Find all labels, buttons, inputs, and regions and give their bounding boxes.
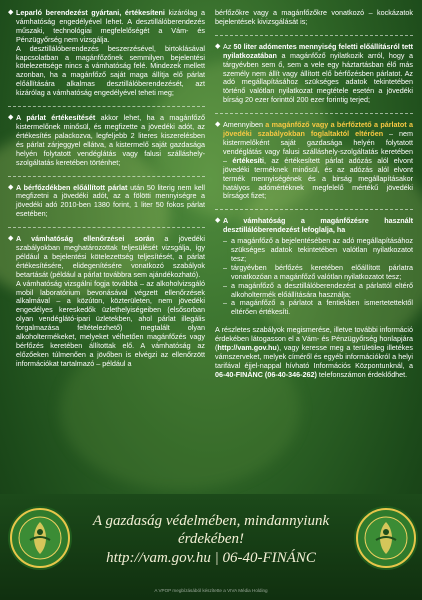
section-heading: A párlat értékesítését [16, 113, 96, 123]
diamond-bullet-icon: ◆ [215, 42, 221, 50]
separator [215, 209, 413, 210]
section-text: után 50 literig nem kell megfizetni a jövedéki adót, az a fölötti mennyiségre a jövedéki adó 2010-ben 1380 forint, 1 liter 50 fokos párlat esetében; [16, 182, 206, 219]
section-highlight: a magánfőző vagy a bérfőztető a párlatot a jövedéki szabályokban foglaltaktól eltérően [223, 120, 413, 139]
separator [215, 35, 413, 36]
section-text: A desztillálóberendezés beszerzésével, birtoklásával kapcsolatban a magánfőzőnek semmilyen bejelentési kötelezettsége nincs a vámhatóság felé. Mindezek mellett azonban, ha a magánfőző saját maga állítja elő párlat előállítására alkalmas desztillálóberendezését, azt kizárólag a vámhatóság engedélyével teheti meg; [16, 43, 205, 98]
section-illegal-sales [215, 121, 413, 201]
list-item: – a magánfőző a bejelentésében az adó megállapításához szükséges adatok tekintetében valótlan nyilatkozatot tesz; [223, 236, 413, 263]
section-text: , az értékesített párlat adózás alól elvont jövedéki terméknek minősül, és az adózás alól elvont termék mennyiségének és a birság megállapításakor hatályos adómértéknek megfelelő mértékű jövedéki bírságot fizet; [223, 155, 413, 201]
section-heading: 50 liter adómentes mennyiség feletti előállításról tett nyilatkozatában [223, 41, 413, 60]
separator [8, 176, 205, 177]
diamond-bullet-icon: ◆ [215, 121, 221, 129]
diamond-bullet-icon: ◆ [8, 114, 14, 122]
section-text: a jövedéki szabályokban meghatározottak teljesülését vizsgálja, így például a bejelentési kötelezettség teljesítését, a párlat értékesítésére, elidegenítésére vonatkozó szabályok betartását (például a párlat továbbra sem ajándékozható). [16, 234, 205, 279]
seizure-conditions-list [223, 237, 413, 317]
customs-emblem-icon [10, 508, 70, 568]
diamond-bullet-icon: ◆ [215, 217, 221, 225]
phone-number[interactable]: 06-40-FINÁNC (06-40-346-262) [215, 369, 317, 379]
section-tax-exempt-declaration [215, 43, 413, 105]
diamond-bullet-icon: ◆ [8, 235, 14, 243]
section-heading: Leparló berendezést gyártani, értékesíteni [16, 8, 165, 17]
section-text: Amennyiben [223, 120, 266, 130]
section-distiller-sales [8, 9, 205, 98]
list-item: – a magánfőző a desztillálóberendezést a párlattól eltérő alkoholtermék előállítására használja; [223, 280, 413, 299]
section-seizure [215, 217, 413, 317]
slogan-contact[interactable]: http://vam.gov.hu | 06-40-FINÁNC [106, 550, 316, 566]
section-heading: A vámhatóság a magánfőzésre használt desztillálóberendezést lefoglalja, ha [223, 216, 413, 235]
separator [8, 106, 205, 107]
website-link[interactable]: http://vam.gov.hu [217, 343, 277, 353]
diamond-bullet-icon: ◆ [8, 183, 14, 191]
contact-info: A részletes szabályok megismerése, illetve további információ érdekében látogasson el a Vám- és Pénzügyőrség honlapjára (http://vam.gov.hu), vagy keresse meg a területileg illetékes vámszerveket, melyek címéről és egyéb információkról a helyi tarifával éjjel-nappal hívható Információs Központunknál, a 06-40-FINÁNC (06-40-346-262) telefonszámon érdeklődhet. [215, 325, 413, 379]
section-heading: A vámhatóság ellenőrzései során [16, 234, 155, 244]
left-column [8, 9, 205, 377]
diamond-bullet-icon: ◆ [8, 9, 14, 16]
customs-emblem-icon [356, 508, 416, 568]
section-spirit-sales [8, 114, 205, 167]
section-text: akkor lehet, ha a magánfőző kistermelőnek minősül, és megfizette a jövedéki adót, az értékesítés palackozva, legfeljebb 2 literes kiszerelésben és párlat zárjeggyel ellátva, a kistermelő saját gazdasága helyén folytatott vendéglátás vagy falusi szálláshely-szolgáltatás keretében történhet; [16, 113, 205, 167]
separator [215, 113, 413, 114]
section-text: a magánfőző nyilatkozik arról, hogy a tárgyévben sem ő, sem a vele egy háztartásban élő más személy nem állít vagy állított elő bérfőzésben párlatot. Az adó megállapításához szükséges adatok tekintetében történő valótlan nyilatkozat megtétele esetén a jövedéki bírság 20 ezer forinttól 200 ezer forintig terjed; [223, 50, 413, 105]
slogan [70, 512, 352, 568]
section-text: Az [223, 41, 234, 51]
continued-text: bérfőzőkre vagy a magánfőzőkre vonatkozó – kockázatok bejelentések kivizsgálását is; [215, 8, 413, 26]
separator [8, 227, 205, 228]
section-customs-checks [8, 235, 205, 369]
section-text: kizárólag a vámhatóság engedélyével lehet. A desztillálóberendezés műszaki, technológiai megfelelőségét a Vám- és Pénzügyőrség nem vizsgálja. [16, 8, 205, 44]
list-item: – a magánfőző a párlatot a fentiekben ismertetettektől eltérően értékesíti. [223, 298, 413, 317]
section-text: A vámhatóság vizsgálni fogja továbbá – az alkoholvizsgáló mobil laboratórium bevonásával végzett ellenőrzések alkalmával – a közúton, közterületen, nem jövedéki engedélyes kereskedők üzlethelyiségeiben (elsősorban olyan vendéglátó-ipari üzletekben, ahol párlat illegális forgalmazása feltételezhető) megtalált olyan alkoholtermékeket, melyeket vélhetően magánfőzés vagy bérfőzés keretében állítottak elő. A vámhatóság az előzőeken túlmenően a jövőben is elvégzi az ellenőrzött információkat tartalmazó – például a [16, 278, 205, 368]
section-contract-distillery [8, 184, 205, 220]
list-item: – tárgyévben bérfőzés keretében előállított párlatra vonatkozóan a magánfőző valótlan nyilatkozatot tesz; [223, 262, 413, 281]
right-column [215, 9, 413, 380]
section-heading: A bérfőzdékben előállított párlat [16, 182, 128, 192]
credit-line: A VPOP megbízásából készítette a VIVA Média Holding [154, 588, 268, 593]
section-text: – nem kistermelőként saját gazdasága helyén folytatott vendéglátás vagy falusi szálláshely-szolgáltatás keretében – [223, 129, 413, 165]
slogan-text: A gazdaság védelmében, mindannyiunk érdekében! [92, 513, 330, 547]
section-heading: értékesíti [232, 155, 264, 165]
